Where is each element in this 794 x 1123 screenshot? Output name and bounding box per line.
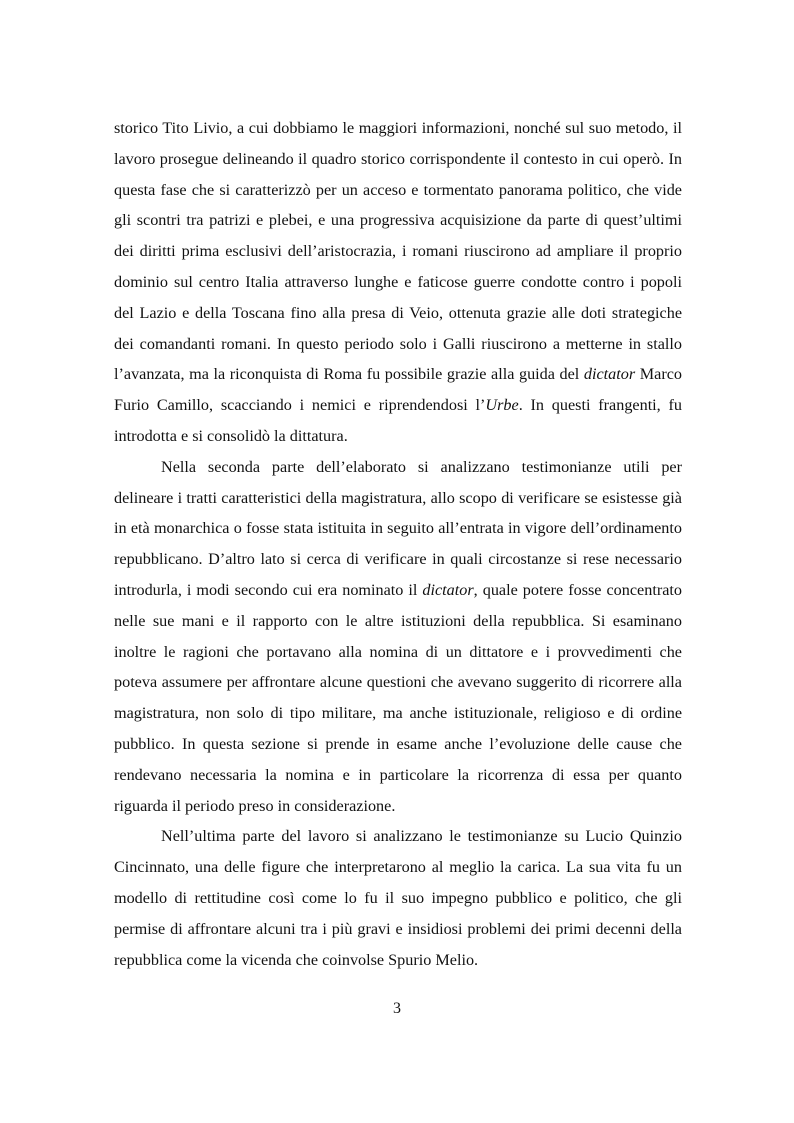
paragraph-3-text: Nell’ultima parte del lavoro si analizzano le testimonianze su Lucio Quinzio Cincinnato, una delle figure che interpretarono al meglio la carica. La sua vita fu un modello di rettitudine così come lo fu il suo impegno pubblico e politico, che gli permise di affrontare alcuni tra i più gravi e insidiosi problemi dei primi decenni della repubblica come la vicenda che coinvolse Spurio Melio. (114, 827, 682, 969)
italic-term-urbe: Urbe (485, 396, 519, 415)
paragraph-1-text: Marco Furio Camillo, scacciando i nemici e riprendendosi l’ (114, 365, 683, 415)
italic-term-dictator: dictator (422, 580, 474, 599)
page-number: 3 (393, 1000, 401, 1017)
paragraph-3 (114, 821, 682, 975)
italic-term-dictator: dictator (583, 365, 636, 384)
paragraph-2 (114, 452, 682, 822)
paragraph-2-text: , quale potere fosse concentrato nelle sue mani e il rapporto con le altre istituzioni della repubblica. Si esaminano inoltre le ragioni che portavano alla nomina di un dittatore e i provvedimenti che poteva assumere per affrontare alcune questioni che avevano suggerito di ricorrere alla magistratura, non solo di tipo militare, ma anche istituzionale, religioso e di ordine pubblico. In questa sezione si prende in esame anche l’evoluzione delle cause che rendevano necessaria la nomina e in particolare la ricorrenza di essa per quanto riguarda il periodo preso in considerazione. (114, 580, 682, 815)
paragraph-1-text: storico Tito Livio, a cui dobbiamo le maggiori informazioni, nonché sul suo metodo, il lavoro prosegue delineando il quadro storico corrispondente il contesto in cui operò. In questa fase che si caratterizzò per un acceso e tormentato panorama politico, che vide gli scontri tra patrizi e plebei, e una progressiva acquisizione da parte di quest’ultimi dei diritti prima esclusivi dell’aristocrazia, i romani riuscirono ad ampliare il proprio dominio sul centro Italia attraverso lunghe e faticose guerre condotte contro i popoli del Lazio e della Toscana fino alla presa di Veio, ottenuta grazie alle doti strategiche dei comandanti romani. In questo periodo solo i Galli riuscirono a metterne in stallo l’avanzata, ma la riconquista di Roma fu possibile grazie alla guida del (114, 119, 682, 384)
paragraph-2-text: Nella seconda parte dell’elaborato si analizzano testimonianze utili per delineare i tratti caratteristici della magistratura, allo scopo di verificare se esistesse già in età monarchica o fosse stata istituita in seguito all’entrata in vigore dell’ordinamento repubblicano. D’altro lato si cerca di verificare in quali circostanze si rese necessario introdurla, i modi secondo cui era nominato il (114, 457, 682, 599)
paragraph-1-text: . In questi frangenti, fu introdotta e si consolidò la dittatura. (114, 396, 683, 445)
body-text (114, 113, 682, 975)
paragraph-1 (114, 113, 682, 452)
